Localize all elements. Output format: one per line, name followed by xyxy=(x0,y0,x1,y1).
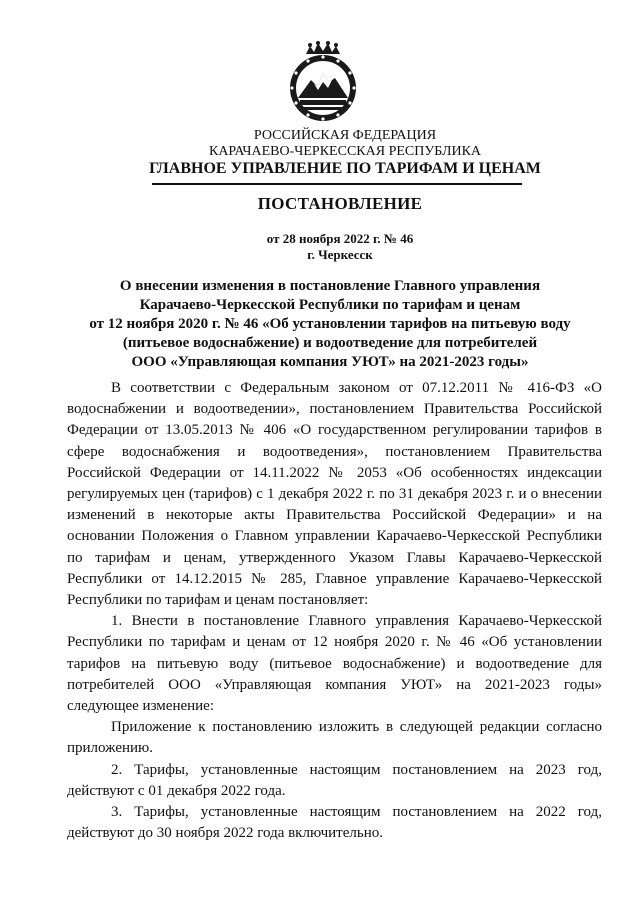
header-country: РОССИЙСКАЯ ФЕДЕРАЦИЯ xyxy=(253,128,437,143)
subject-line: (питьевое водоснабжение) и водоотведение для потребителей xyxy=(122,335,538,351)
subject-line: от 12 ноября 2020 г. № 46 «Об установлении тарифов на питьевую воду xyxy=(89,316,571,332)
body-paragraph-item-1: 1. Внести в постановление Главного управления Карачаево-Черкесской Республики по тарифам и ценам от 12 ноября 2020 г. № 46 «Об установлении тарифов на питьевую воду (питьевое водоснабжение) и водоотведение для потребителей ООО «Управляющая компания УЮТ» на 2021-2023 годы» следующее изменение: xyxy=(67,613,602,715)
body-paragraph-appendix: Приложение к постановлению изложить в следующей редакции согласно приложению. xyxy=(67,719,602,757)
header-divider xyxy=(152,183,522,185)
document-title: ПОСТАНОВЛЕНИЕ xyxy=(257,194,423,213)
body-paragraph-item-3: 3. Тарифы, установленные настоящим постановлением на 2022 год, действуют до 30 ноября 2022 года включительно. xyxy=(67,804,602,842)
header-republic: КАРАЧАЕВО-ЧЕРКЕССКАЯ РЕСПУБЛИКА xyxy=(208,144,482,159)
subject-line: Карачаево-Черкесской Республики по тарифам и ценам xyxy=(139,297,521,313)
document-date: от 28 ноября 2022 г. № 46 xyxy=(266,231,414,246)
document-subject xyxy=(60,277,600,372)
document-city: г. Черкесск xyxy=(307,247,373,262)
coat-of-arms-emblem xyxy=(284,40,362,126)
subject-line: О внесении изменения в постановление Главного управления xyxy=(119,278,541,294)
document-body xyxy=(67,378,602,844)
body-paragraph-preamble: В соответствии с Федеральным законом от 07.12.2011 № 416-ФЗ «О водоснабжении и водоотведении», постановлением Правительства Российской Федерации от 13.05.2013 № 406 «О государственном регулировании тарифов в сфере водоснабжения и водоотведения», постановлением Правительства Российской Федерации от 14.11.2022 № 2053 «Об особенностях индексации регулируемых цен (тарифов) с 1 декабря 2022 г. по 31 декабря 2023 г. и о внесении изменений в некоторые акты Правительства Российской Федерации» и на основании Положения о Главном управлении Карачаево-Черкесской Республики по тарифам и ценам, утвержденного Указом Главы Карачаево-Черкесской Республики от 14.12.2015 № 285, Главное управление Карачаево-Черкесской Республики по тарифам и ценам постановляет: xyxy=(67,380,602,609)
body-paragraph-item-2: 2. Тарифы, установленные настоящим постановлением на 2023 год, действуют с 01 декабря 2022 года. xyxy=(67,761,602,799)
header-agency: ГЛАВНОЕ УПРАВЛЕНИЕ ПО ТАРИФАМ И ЦЕНАМ xyxy=(149,160,541,177)
subject-line: ООО «Управляющая компания УЮТ» на 2021-2023 годы» xyxy=(131,354,529,370)
